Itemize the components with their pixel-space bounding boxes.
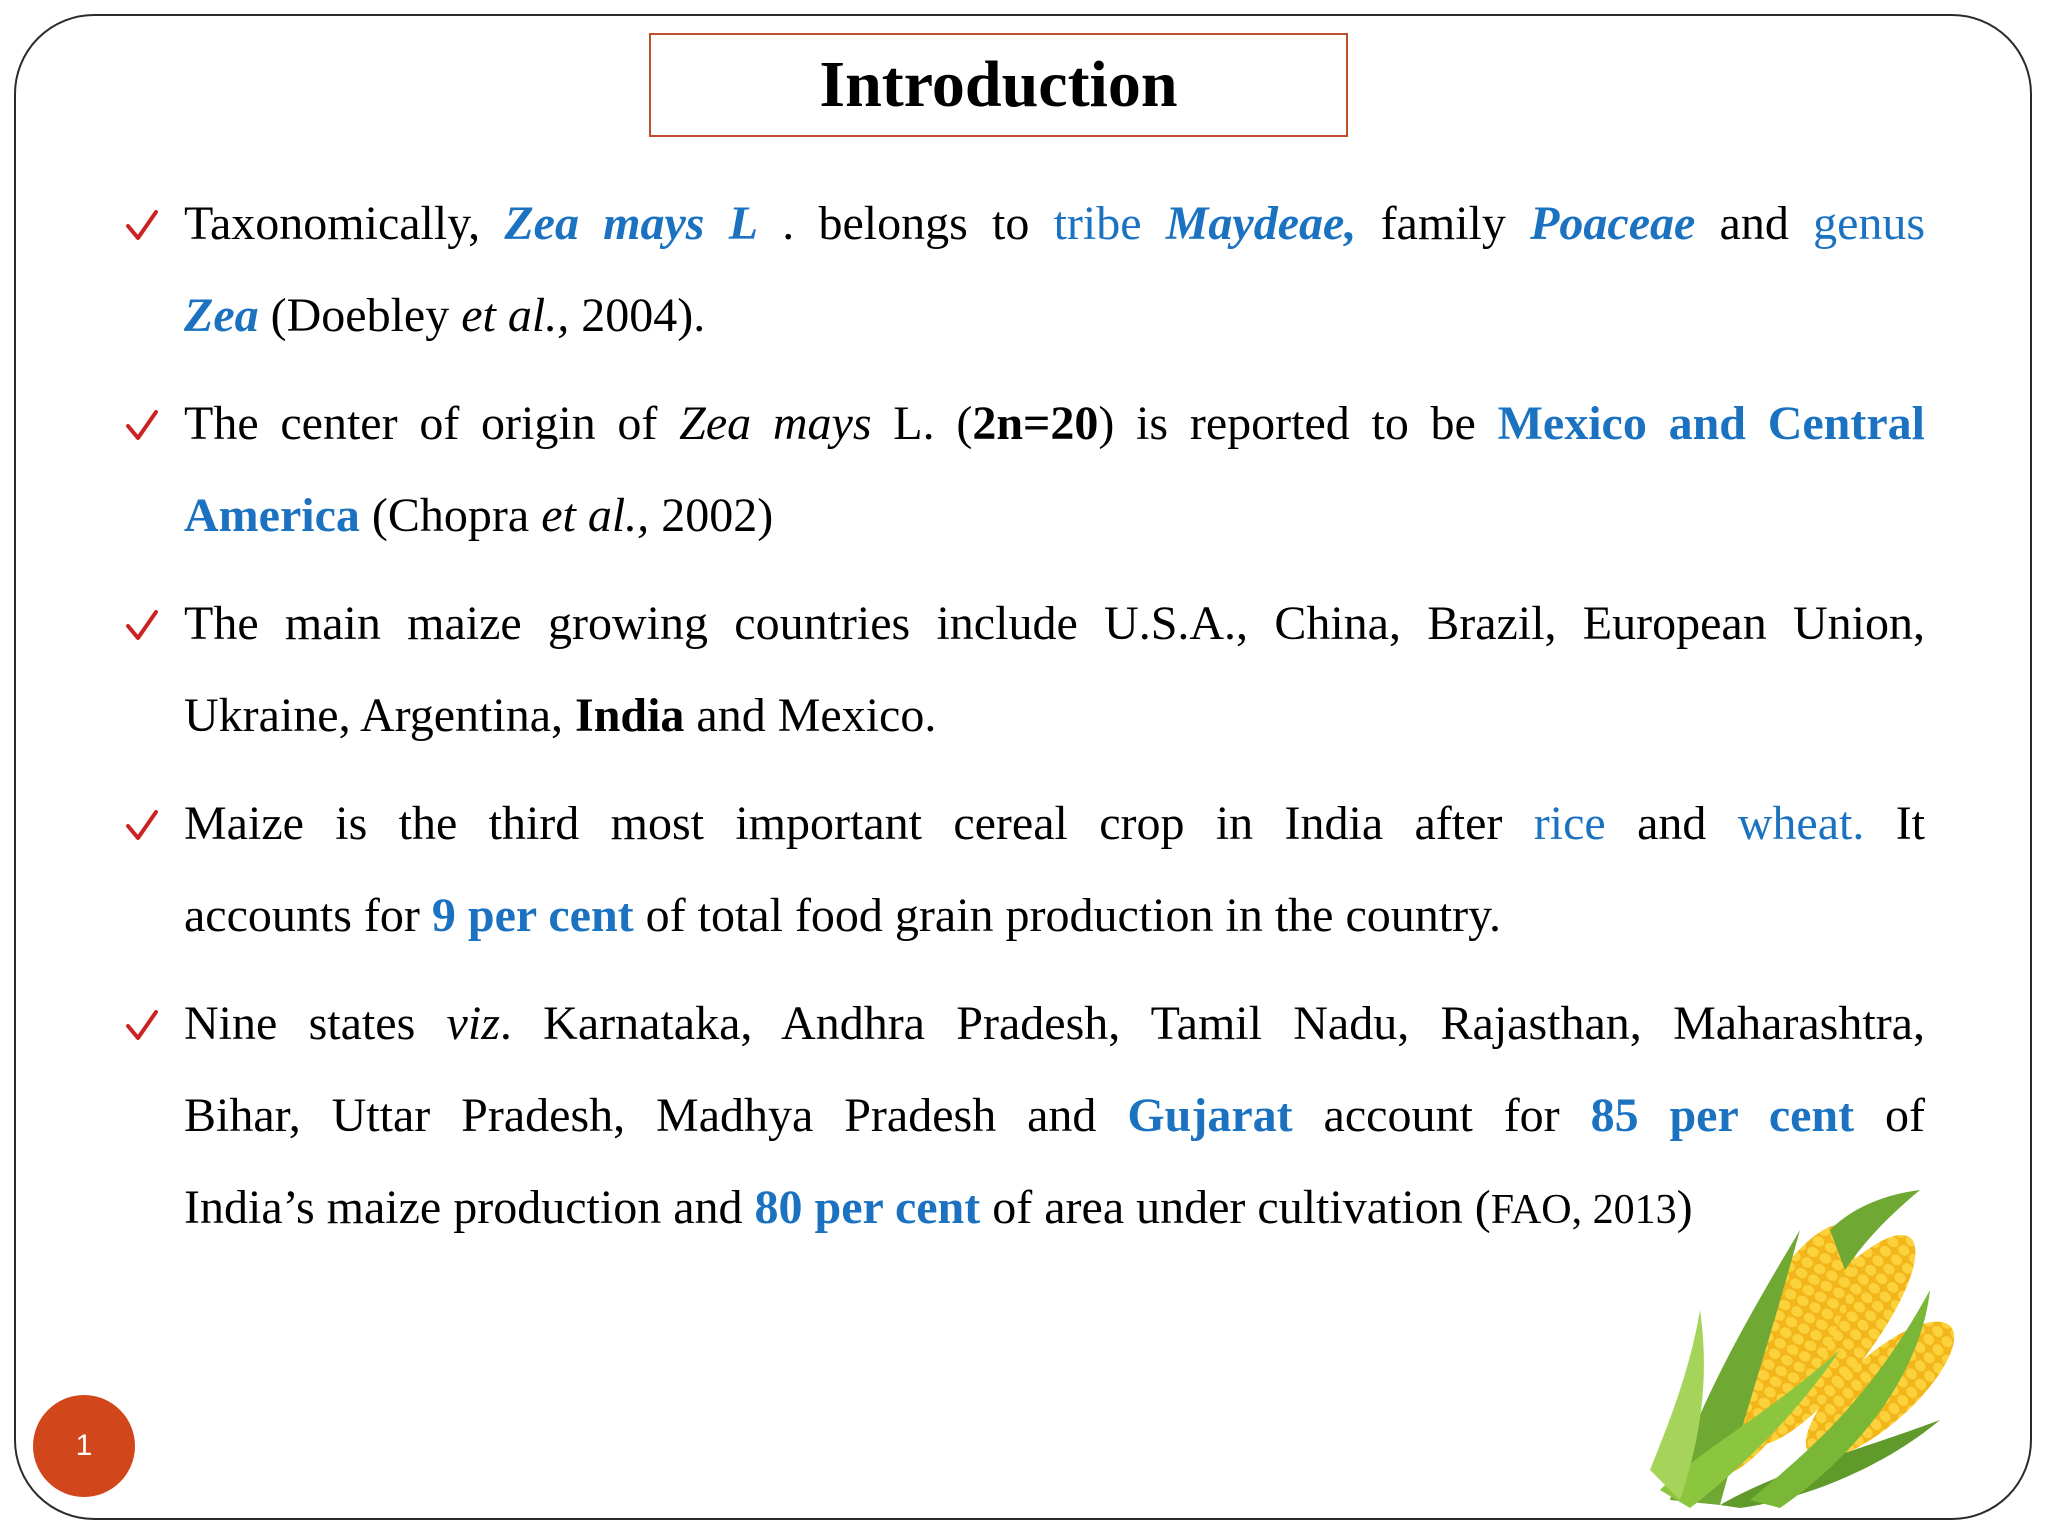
bullet-line: Bihar, Uttar Pradesh, Madhya Pradesh and Gujarat account for 85 per cent of (184, 1089, 1925, 1142)
gujarat-label: Gujarat (1127, 1089, 1293, 1142)
bullet-line: Maize is the third most important cereal crop in India after rice and wheat. It (184, 797, 1926, 850)
percent-value: 80 per cent (754, 1181, 981, 1234)
check-icon (122, 790, 162, 860)
bullet-line: America (Chopra et al., 2002) (184, 489, 774, 542)
origin-region: Mexico and Central (1497, 397, 1926, 450)
percent-value: 9 per cent (431, 889, 634, 942)
percent-value: 85 per cent (1590, 1089, 1855, 1142)
bullet-line: The main maize growing countries include U.S.A., China, Brazil, European Union, (184, 597, 1925, 650)
bullet-line: India’s maize production and 80 per cent of area under cultivation (FAO, 2013) (184, 1181, 1693, 1234)
bullet-importance (120, 778, 1925, 962)
bullet-list (120, 178, 1925, 1272)
bullet-line: Zea (Doebley et al., 2004). (184, 289, 706, 342)
species-name: Zea mays L (504, 197, 759, 250)
bullet-line: Ukraine, Argentina, India and Mexico. (184, 689, 937, 742)
family-name: Poaceae (1530, 197, 1696, 250)
india-label: India (575, 689, 685, 742)
citation: FAO, 2013 (1490, 1187, 1677, 1233)
title-box (649, 33, 1348, 137)
check-icon (122, 190, 162, 260)
slide-title: Introduction (819, 48, 1178, 121)
corn-illustration (1630, 1170, 1960, 1510)
check-icon (122, 990, 162, 1060)
bullet-taxonomy (120, 178, 1925, 362)
bullet-line: Nine states viz. Karnataka, Andhra Pradesh, Tamil Nadu, Rajasthan, Maharashtra, (184, 997, 1925, 1050)
chromosome-number: 2n=20 (972, 397, 1099, 450)
tribe-name: Maydeae, (1165, 197, 1357, 250)
page-number: 1 (75, 1429, 93, 1462)
bullet-line: accounts for 9 per cent of total food grain production in the country. (184, 889, 1501, 942)
bullet-origin (120, 378, 1925, 562)
check-icon (122, 590, 162, 660)
check-icon (122, 390, 162, 460)
bullet-line: The center of origin of Zea mays L. (2n=20) is reported to be Mexico and Central (184, 397, 1926, 450)
genus-name: Zea (184, 289, 259, 342)
bullet-line: Taxonomically, Zea mays L . belongs to tribe Maydeae, family Poaceae and genus (184, 197, 1926, 250)
bullet-countries (120, 578, 1925, 762)
page-number-badge (33, 1395, 135, 1497)
